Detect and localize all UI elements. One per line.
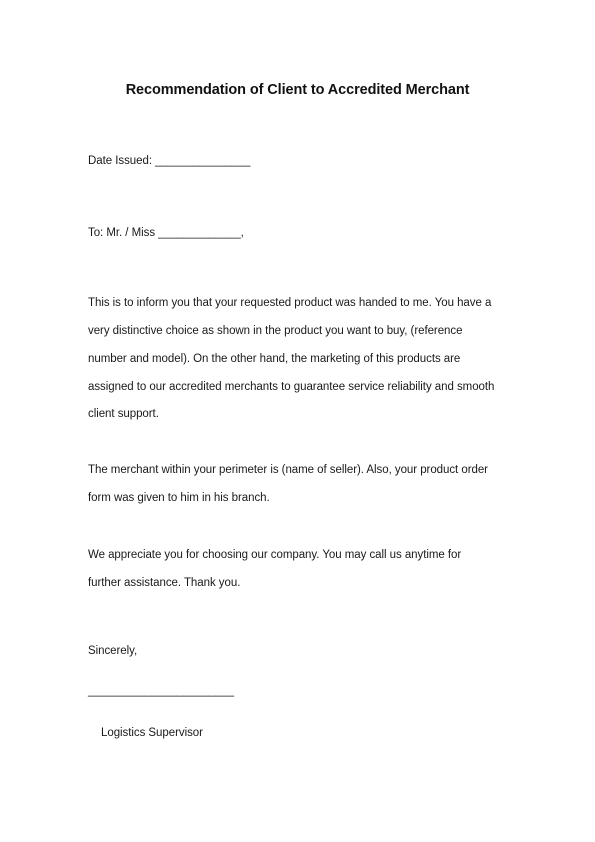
- paragraph1-line-4: assigned to our accredited merchants to guarantee service reliability and smooth: [88, 381, 495, 393]
- paragraph1-line-5: client support.: [88, 408, 159, 420]
- paragraph1-line-3: number and model). On the other hand, the marketing of this products are: [88, 353, 461, 365]
- paragraph2-line-2: form was given to him in his branch.: [88, 492, 270, 504]
- date-issued-line: Date Issued: _______________: [88, 155, 251, 167]
- paragraph3-line-1: We appreciate you for choosing our company. You may call us anytime for: [88, 549, 462, 561]
- signature-line: _______________________: [88, 685, 234, 697]
- recipient-line: To: Mr. / Miss _____________,: [88, 227, 244, 239]
- paragraph3-line-2: further assistance. Thank you.: [88, 577, 241, 589]
- paragraph1-line-1: This is to inform you that your requested product was handed to me. You have a: [88, 297, 492, 309]
- document-title: Recommendation of Client to Accredited Merchant: [125, 82, 470, 98]
- paragraph1-line-2: very distinctive choice as shown in the product you want to buy, (reference: [88, 325, 463, 337]
- paragraph2-line-1: The merchant within your perimeter is (name of seller). Also, your product order: [88, 464, 488, 476]
- signatory-title: Logistics Supervisor: [101, 727, 203, 739]
- closing-sincerely: Sincerely,: [88, 645, 138, 657]
